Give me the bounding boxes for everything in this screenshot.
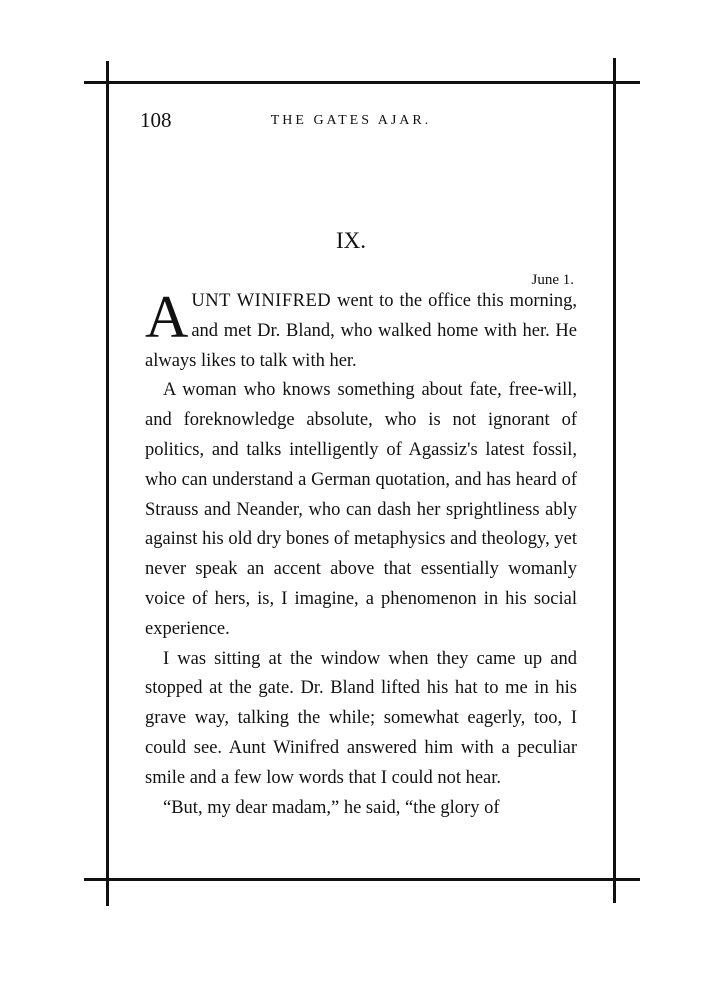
frame-bottom-rule (84, 878, 640, 881)
frame-top-rule (84, 81, 640, 84)
paragraph-2: A woman who knows something about fate, free-will, and foreknowledge absolute, who is not ignorant of politics, and talks intelligently of Agassiz's latest fossil, who can understand a German quotation, and has heard of Strauss and Neander, who can dash her sprightliness ably against his old dry bones of metaphysics and theology, yet never speak an accent above that essentially womanly voice of hers, is, I imagine, a phenomenon in his social experience. (145, 380, 577, 639)
paragraph-1 (145, 284, 577, 376)
frame-left-rule (106, 61, 109, 906)
drop-cap: A (145, 284, 189, 350)
chapter-number: IX. (335, 228, 367, 253)
paragraph-text: went to the office this morning, and met Dr. Bland, who walked home with her. He always likes to talk with her. (145, 291, 577, 371)
paragraph-4: “But, my dear madam,” he said, “the glory of (163, 797, 500, 818)
running-title: THE GATES AJAR. (270, 113, 432, 128)
frame-right-rule (613, 58, 616, 903)
chapter-date: June 1. (531, 272, 574, 288)
lead-in-caps: UNT WINIFRED (191, 291, 332, 311)
page-number: 108 (140, 108, 172, 132)
paragraph-3: I was sitting at the window when they came up and stopped at the gate. Dr. Bland lifted his hat to me in his grave way, talking the while; somewhat eagerly, too, I could see. Aunt Winifred answered him with a peculiar smile and a few low words that I could not hear. (145, 648, 577, 788)
body-text (145, 284, 577, 823)
